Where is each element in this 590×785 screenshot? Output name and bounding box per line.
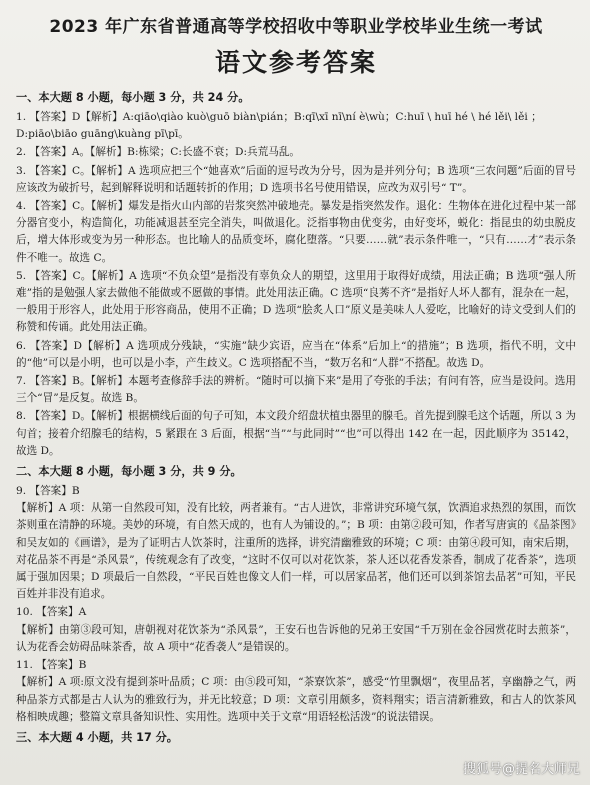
answer-1 (16, 109, 576, 143)
section-3-heading: 三、本大题 4 小题，共 17 分。 (16, 730, 178, 744)
answer-6 (16, 338, 576, 372)
section-2-heading: 二、本大题 8 小题，每小题 3 分，共 9 分。 (16, 465, 242, 479)
answer-3 (16, 163, 576, 197)
answer-1-line: D:piāo\biāo guāng\kuàng pī\pī。 (16, 128, 189, 141)
answer-9-line: 9. 【答案】B (16, 485, 80, 498)
answer-10-line: 【解析】由第③段可知，唐朝视对花饮茶为“杀风景”，王安石也告诉他的兄弟王安国“千万别在金谷园赏花时去煎茶”，认为花香会妨碍品味茶香，故 A 项中“花香袭人”是错误的。 (16, 623, 576, 653)
answer-10-line: 10. 【答案】A (16, 606, 87, 619)
exam-title: 2023 年广东省普通高等学校招收中等职业学校毕业生统一考试 (49, 17, 543, 37)
watermark-text: 搜狐号@提名大师兄 (462, 762, 580, 777)
answer-5 (16, 268, 576, 337)
answer-4 (16, 198, 576, 267)
answer-4-line: 4. 【答案】C。【解析】爆发是指火山内部的岩浆突然冲破地壳。暴发是指突然发作。退化：生物体在进化过程中某一部分器官变小，构造简化，功能减退甚至完全消失，叫做退化。泛指事物由优变劣，由好变坏，蜕化：指昆虫的幼虫脱皮后，增大体形或变为另一种形态。也比喻人的品质变坏，腐化堕落。“只要……就”表示条件唯一，“只有……才”表示条件不唯一。故选 C。 (16, 200, 576, 264)
answer-8 (16, 408, 576, 460)
answer-10 (16, 604, 576, 656)
answer-1-line: 1. 【答案】D【解析】A:qiāo\qiào kuò\guō biàn\pián；B:qī\xī nī\ní è\wù；C:huī \ huī hé \ hé lěi\ lěi ； (16, 111, 542, 123)
answer-2-line: 2. 【答案】A。【解析】B:栋梁；C:长盛不衰；D:兵荒马乱。 (16, 146, 300, 159)
document-title: 语文参考答案 (214, 48, 377, 77)
answer-5-line: 5. 【答案】C。【解析】A 选项“不负众望”是指没有辜负众人的期望，这里用于取得好成绩，用法正确；B 选项“强人所难”指的是勉强人家去做他不能做或不愿做的事情。此处用法正确。C 选项“良莠不齐”是指好人坏人都有，混杂在一起，一般用于形容人，此处用于形容商品，使用不正确；D 选项“脍炙人口”原义是美味人人爱吃，比喻好的诗文受到人们的称赞和传诵。此处用法正确。 (16, 269, 576, 334)
answer-11-line: 【解析】A 项:原文没有提到茶叶品质；C 项：由⑤段可知，“茶寮饮茶”，感受“竹里飘烟”，夜里品茗，享幽静之气，两种品茶方式都是古人认为的雅致行为，并无比较意；D 项：文章引用颇多，资料翔实；语言清新雅致，和古人的饮茶风格相映成趣；整篇文章具备知识性、实用性。选项中关于文章“用语轻松活泼”的说法错误。 (16, 676, 576, 723)
answer-8-line: 8. 【答案】D。【解析】根据横线后面的句子可知，本文段介绍盘状植虫器里的腺毛。首先提到腺毛这个话题，所以 3 为句首；接着介绍腺毛的结构，5 紧跟在 3 后面，根据“当”“与此同时”“也”可以得出 142 在一起，因此顺序为 35142，故选 D。 (16, 410, 576, 457)
answer-11 (16, 657, 576, 726)
answer-9 (16, 483, 576, 603)
answer-9-line: 【解析】A 项：从第一自然段可知，没有比较，两者兼有。“古人进饮，非常讲究环境气氛，饮酒追求热烈的氛围，而饮茶则重在清静的环境。美妙的环境，有自然天成的，也有人为铺设的。”；B 项：由第②段可知，作者写唐寅的《品茶图》和吴友如的《画谱》，是为了证明古人饮茶时，注重所的选择，讲究清幽雅致的环境；C 项：由第④段可知，南宋后期，对花品茶不再是“杀风景”，传统观念有了改变，“这时不仅可以对花饮茶，茶人还以花香发茶香，制成了花香茶”，选项属于强加因果；D 项最后一自然段，“平民百姓也像文人们一样，可以居家品茗，他们还可以到茶馆去品茗”可知，平民百姓并非没有追求。 (16, 502, 576, 601)
answer-7-line: 7. 【答案】B。【解析】本题考查修辞手法的辨析。“随时可以摘下来”是用了夸张的手法；有问有答，应当是设问。选用三个“冒”是反复。故选 B。 (16, 375, 576, 405)
answer-3-line: 3. 【答案】C。【解析】A 选项应把三个“她喜欢”后面的逗号改为分号，因为是并列分句；B 选项“三农问题”后面的冒号应该改为破折号，起到解释说明和话题转折的作用；D 选项书名号使用错误，应改为双引号“ T”。 (16, 164, 576, 194)
answer-6-line: 6. 【答案】D【解析】A 选项成分残缺，“实施”缺少宾语，应当在“体系”后加上“的措施”；B 选项，指代不明，文中的“他”可以是小明，也可以是小李，产生歧义。C 选项搭配不当，“数万名和“人群”不搭配。故选 D。 (16, 339, 576, 369)
answer-7 (16, 373, 576, 407)
answer-2 (16, 144, 576, 161)
answer-11-line: 11. 【答案】B (16, 659, 87, 672)
section-1-heading: 一、本大题 8 小题，每小题 3 分，共 24 分。 (16, 91, 250, 104)
